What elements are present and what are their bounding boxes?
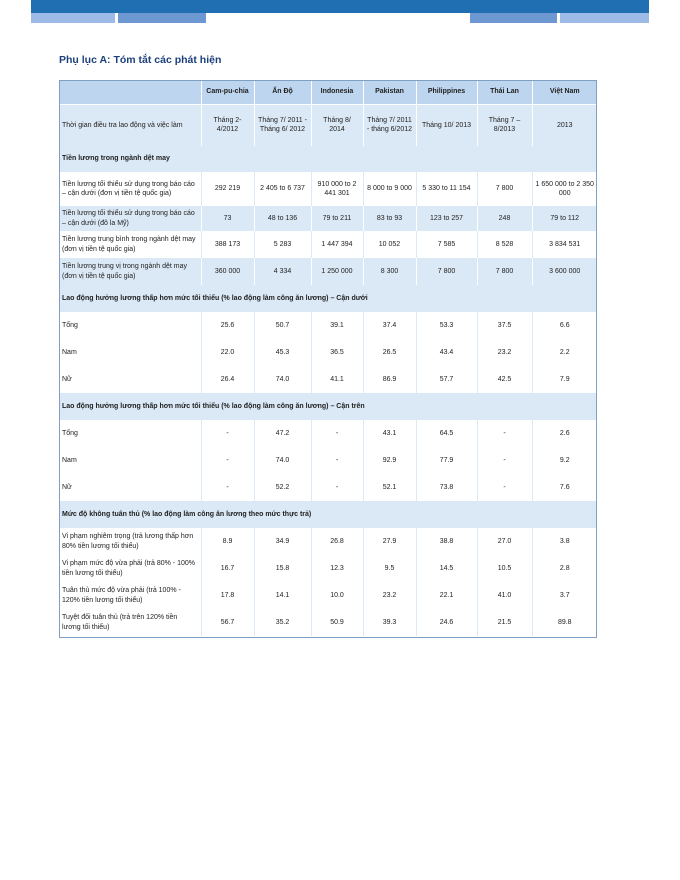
table-cell: 14.5 — [416, 555, 477, 582]
table-cell: 47.2 — [254, 420, 311, 447]
table-cell: 41.1 — [311, 366, 363, 393]
page-title: Phụ lục A: Tóm tắt các phát hiện — [59, 54, 222, 66]
table-cell: Tháng 8/ 2014 — [311, 104, 363, 146]
table-cell: 7 585 — [416, 231, 477, 258]
table-cell: Tháng 7 – 8/2013 — [477, 104, 532, 146]
table-row — [59, 582, 597, 609]
table-cell: 92.9 — [363, 447, 416, 474]
column-header: Thái Lan — [477, 80, 532, 104]
table-row — [59, 447, 597, 474]
table-cell: 360 000 — [201, 258, 254, 285]
header-row — [59, 80, 597, 104]
row-label: Nữ — [59, 474, 201, 501]
table-cell: 3 600 000 — [532, 258, 597, 285]
table-cell: 15.8 — [254, 555, 311, 582]
row-label: Nam — [59, 447, 201, 474]
table-cell: 27.0 — [477, 528, 532, 555]
table-cell: 43.4 — [416, 339, 477, 366]
table-cell: 9.5 — [363, 555, 416, 582]
table-cell: 3 834 531 — [532, 231, 597, 258]
table-cell: 5 283 — [254, 231, 311, 258]
table-row — [59, 172, 597, 206]
table-cell: 8 000 to 9 000 — [363, 172, 416, 206]
section-header-row — [59, 146, 597, 172]
header-blank — [59, 80, 201, 104]
table-cell: 7 800 — [416, 258, 477, 285]
table-cell: 86.9 — [363, 366, 416, 393]
table-cell: Tháng 7/ 2011 - Tháng 6/ 2012 — [254, 104, 311, 146]
table-cell: 6.6 — [532, 312, 597, 339]
table-cell: 3.7 — [532, 582, 597, 609]
row-label: Thời gian điều tra lao động và việc làm — [59, 104, 201, 146]
table-cell: 74.0 — [254, 366, 311, 393]
table-cell: 9.2 — [532, 447, 597, 474]
table-row — [59, 231, 597, 258]
table-cell: 7 800 — [477, 172, 532, 206]
table-cell: 53.3 — [416, 312, 477, 339]
table-cell: 8.9 — [201, 528, 254, 555]
table-row — [59, 555, 597, 582]
table-row — [59, 474, 597, 501]
table-cell: 7.9 — [532, 366, 597, 393]
table-cell: 2 405 to 6 737 — [254, 172, 311, 206]
table-cell: 57.7 — [416, 366, 477, 393]
row-label: Tiền lương trung bình trong ngành dệt may (đơn vị tiền tệ quốc gia) — [59, 231, 201, 258]
table-cell: 34.9 — [254, 528, 311, 555]
table-row — [59, 366, 597, 393]
table-cell: 64.5 — [416, 420, 477, 447]
table-cell: 50.9 — [311, 609, 363, 636]
row-label: Tiền lương tối thiểu sử dụng trong báo cáo – cận dưới (đô la Mỹ) — [59, 206, 201, 231]
table-cell: 23.2 — [363, 582, 416, 609]
table-cell: Tháng 7/ 2011 - tháng 6/2012 — [363, 104, 416, 146]
table-cell: 26.8 — [311, 528, 363, 555]
column-header: Pakistan — [363, 80, 416, 104]
table-row — [59, 528, 597, 555]
table-cell: 89.8 — [532, 609, 597, 636]
row-label: Tổng — [59, 420, 201, 447]
table-cell: 35.2 — [254, 609, 311, 636]
table-cell: 2.2 — [532, 339, 597, 366]
table-cell: 2.6 — [532, 420, 597, 447]
column-header: Philippines — [416, 80, 477, 104]
table-cell: 77.9 — [416, 447, 477, 474]
table-cell: - — [311, 447, 363, 474]
table-cell: 10 052 — [363, 231, 416, 258]
table-cell: 56.7 — [201, 609, 254, 636]
table-cell: - — [201, 474, 254, 501]
row-label: Tuân thủ mức độ vừa phải (trả 100% - 120% tiền lương tối thiểu) — [59, 582, 201, 609]
table-row — [59, 339, 597, 366]
table-row — [59, 258, 597, 285]
table-cell: 3.8 — [532, 528, 597, 555]
table-row — [59, 312, 597, 339]
table-cell: - — [201, 420, 254, 447]
table-cell: 39.3 — [363, 609, 416, 636]
table-cell: 17.8 — [201, 582, 254, 609]
table-cell: - — [201, 447, 254, 474]
table-cell: 22.1 — [416, 582, 477, 609]
column-header: Việt Nam — [532, 80, 597, 104]
table-cell: 23.2 — [477, 339, 532, 366]
table-cell: 8 528 — [477, 231, 532, 258]
table-cell: 123 to 257 — [416, 206, 477, 231]
table-cell: 52.1 — [363, 474, 416, 501]
section-header-row — [59, 501, 597, 528]
banner-block — [470, 13, 557, 23]
row-label: Nữ — [59, 366, 201, 393]
table-cell: 83 to 93 — [363, 206, 416, 231]
section-title: Tiền lương trong ngành dệt may — [59, 146, 597, 172]
section-header-row — [59, 285, 597, 312]
table-row — [59, 420, 597, 447]
table-cell: 52.2 — [254, 474, 311, 501]
table-cell: Tháng 10/ 2013 — [416, 104, 477, 146]
table-cell: 910 000 to 2 441 301 — [311, 172, 363, 206]
section-title: Lao động hưởng lương thấp hơn mức tối thiểu (% lao động làm công ăn lương) – Cận dưới — [59, 285, 597, 312]
row-label: Tổng — [59, 312, 201, 339]
banner-block — [31, 13, 115, 23]
banner-block — [118, 13, 206, 23]
table-cell: 10.0 — [311, 582, 363, 609]
table-cell: - — [477, 420, 532, 447]
table-cell: 22.0 — [201, 339, 254, 366]
table-cell: 1 250 000 — [311, 258, 363, 285]
table-cell: Tháng 2-4/2012 — [201, 104, 254, 146]
row-label: Vi phạm nghiêm trọng (trả lương thấp hơn 80% tiền lương tối thiểu) — [59, 528, 201, 555]
table-cell: 10.5 — [477, 555, 532, 582]
table-cell: 26.5 — [363, 339, 416, 366]
column-header: Indonesia — [311, 80, 363, 104]
table-cell: - — [311, 420, 363, 447]
table-cell: 2.8 — [532, 555, 597, 582]
table-cell: 39.1 — [311, 312, 363, 339]
table-cell: 48 to 136 — [254, 206, 311, 231]
table-cell: 26.4 — [201, 366, 254, 393]
table-row — [59, 609, 597, 636]
table-cell: 73.8 — [416, 474, 477, 501]
table-cell: 5 330 to 11 154 — [416, 172, 477, 206]
table-cell: 7.6 — [532, 474, 597, 501]
table-cell: 37.5 — [477, 312, 532, 339]
survey-period-row — [59, 104, 597, 146]
table-cell: 2013 — [532, 104, 597, 146]
table-cell: 16.7 — [201, 555, 254, 582]
table-cell: 74.0 — [254, 447, 311, 474]
table-cell: 21.5 — [477, 609, 532, 636]
table-cell: 79 to 211 — [311, 206, 363, 231]
table-cell: 14.1 — [254, 582, 311, 609]
table-cell: 24.6 — [416, 609, 477, 636]
table-cell: 27.9 — [363, 528, 416, 555]
table-cell: 292 219 — [201, 172, 254, 206]
table-cell: 38.8 — [416, 528, 477, 555]
table-cell: 7 800 — [477, 258, 532, 285]
table-cell: 50.7 — [254, 312, 311, 339]
table-cell: - — [477, 447, 532, 474]
table-cell: - — [311, 474, 363, 501]
column-header: Cam-pu-chia — [201, 80, 254, 104]
table-cell: 1 650 000 to 2 350 000 — [532, 172, 597, 206]
table-cell: 388 173 — [201, 231, 254, 258]
top-banner — [31, 0, 649, 13]
table-cell: 37.4 — [363, 312, 416, 339]
row-label: Tiền lương tối thiểu sử dụng trong báo cáo – cận dưới (đơn vị tiền tệ quốc gia) — [59, 172, 201, 206]
table-cell: 4 334 — [254, 258, 311, 285]
section-title: Mức độ không tuân thủ (% lao động làm công ăn lương theo mức thực trả) — [59, 501, 597, 528]
column-header: Ấn Độ — [254, 80, 311, 104]
row-label: Nam — [59, 339, 201, 366]
row-label: Vi phạm mức độ vừa phải (trả 80% - 100% tiền lương tối thiểu) — [59, 555, 201, 582]
table-cell: 1 447 394 — [311, 231, 363, 258]
section-header-row — [59, 393, 597, 420]
table-row — [59, 206, 597, 231]
table-cell: 36.5 — [311, 339, 363, 366]
table-cell: 45.3 — [254, 339, 311, 366]
findings-table — [59, 80, 597, 636]
table-cell: 25.6 — [201, 312, 254, 339]
table-cell: 43.1 — [363, 420, 416, 447]
section-title: Lao động hưởng lương thấp hơn mức tối thiểu (% lao động làm công ăn lương) – Cận trên — [59, 393, 597, 420]
table-cell: 12.3 — [311, 555, 363, 582]
table-cell: 41.0 — [477, 582, 532, 609]
table-cell: 42.5 — [477, 366, 532, 393]
row-label: Tuyệt đối tuân thủ (trả trên 120% tiền lương tối thiểu) — [59, 609, 201, 636]
table-cell: 8 300 — [363, 258, 416, 285]
table-cell: 79 to 112 — [532, 206, 597, 231]
table-cell: 248 — [477, 206, 532, 231]
row-label: Tiền lương trung vị trong ngành dệt may (đơn vị tiền tệ quốc gia) — [59, 258, 201, 285]
banner-block — [560, 13, 649, 23]
table-cell: 73 — [201, 206, 254, 231]
table-cell: - — [477, 474, 532, 501]
